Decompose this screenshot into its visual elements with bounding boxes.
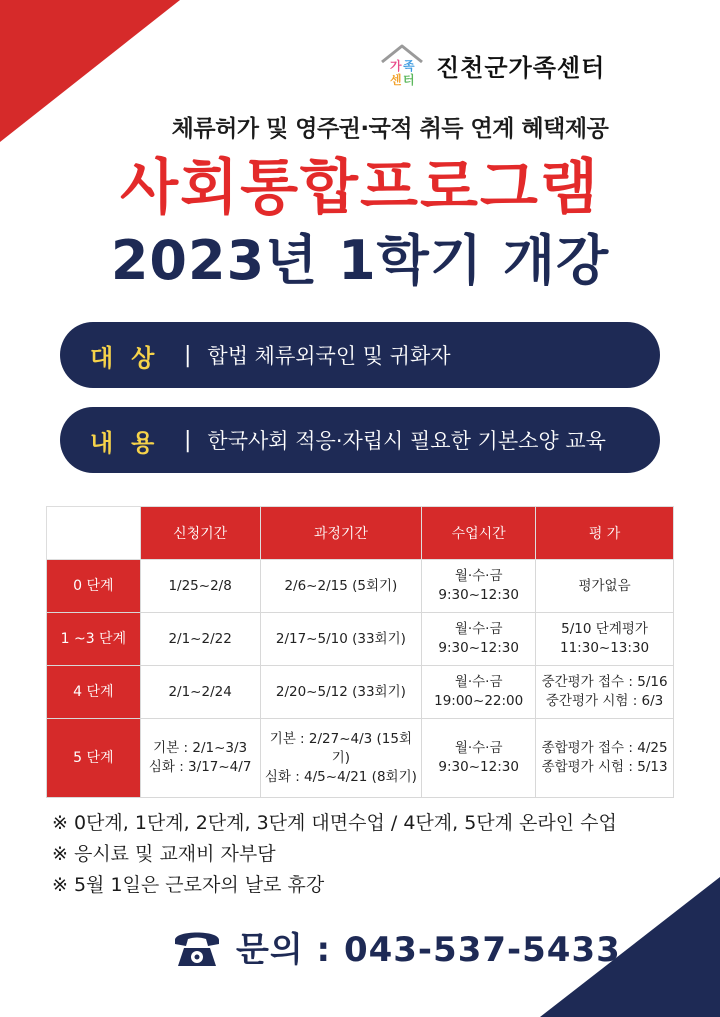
note-item: ※ 응시료 및 교재비 자부담: [52, 843, 276, 865]
target-label: 대상: [90, 343, 173, 372]
note-item: ※ 0단계, 1단계, 2단계, 3단계 대면수업 / 4단계, 5단계 온라인 수업: [52, 812, 617, 834]
cell-line: 월·수·금: [454, 674, 503, 690]
cell-line: 중간평가 접수 : 5/16: [541, 674, 668, 690]
cell-line: 11:30~13:30: [560, 640, 650, 656]
table-header-row: [47, 507, 674, 560]
stage-cell: 0 단계: [47, 560, 141, 613]
eval-cell: [536, 719, 674, 798]
target-text: 합법 체류외국인 및 귀화자: [207, 344, 451, 368]
cell-line: 월·수·금: [454, 568, 503, 584]
house-logo-icon: [378, 42, 426, 88]
eval-cell: [536, 613, 674, 666]
time-cell: [422, 666, 536, 719]
cell-line: 월·수·금: [454, 740, 503, 756]
svg-text:족: 족: [403, 59, 415, 73]
cell-line: 9:30~12:30: [438, 759, 519, 775]
svg-text:센: 센: [390, 73, 402, 87]
content-text: 한국사회 적응·자립시 필요한 기본소양 교육: [207, 429, 606, 453]
time-cell: [422, 613, 536, 666]
header-cell: 평 가: [536, 507, 674, 560]
pill-separator: |: [184, 342, 192, 368]
course-cell: [260, 560, 422, 613]
course-cell: [260, 613, 422, 666]
course-cell: [260, 719, 422, 798]
cell-line: 중간평가 시험 : 6/3: [545, 693, 664, 709]
eval-cell: [536, 666, 674, 719]
cell-line: 평가없음: [578, 577, 631, 594]
cell-line: 2/1~2/24: [168, 683, 232, 700]
header-cell: 수업시간: [422, 507, 536, 560]
cell-line: 5/10 단계평가: [561, 621, 648, 637]
logo: [378, 42, 605, 88]
schedule-table: [46, 506, 674, 798]
svg-text:가: 가: [390, 59, 402, 73]
target-pill: [60, 322, 660, 388]
cell-line: 2/1~2/22: [168, 630, 232, 647]
apply-cell: [140, 719, 260, 798]
eval-cell: [536, 560, 674, 613]
cell-line: 심화 : 3/17~4/7: [148, 759, 252, 775]
header-cell: 과정기간: [260, 507, 422, 560]
stage-cell: 4 단계: [47, 666, 141, 719]
apply-cell: [140, 666, 260, 719]
apply-cell: [140, 613, 260, 666]
pill-separator: |: [184, 427, 192, 453]
stage-cell: 1 ~3 단계: [47, 613, 141, 666]
header-cell: [47, 507, 141, 560]
cell-line: 2/20~5/12 (33회기): [275, 683, 406, 700]
cell-line: 종합평가 시험 : 5/13: [541, 759, 668, 775]
cell-line: 19:00~22:00: [434, 693, 524, 709]
svg-text:터: 터: [403, 73, 415, 87]
cell-line: 종합평가 접수 : 4/25: [541, 740, 668, 756]
time-cell: [422, 560, 536, 613]
main-title: 사회통합프로그램: [120, 153, 600, 223]
cell-line: 1/25~2/8: [168, 577, 232, 594]
cell-line: 2/17~5/10 (33회기): [275, 630, 406, 647]
contact-phone: 문의 : 043-537-5433: [236, 930, 621, 970]
table-row: [47, 560, 674, 613]
note-item: ※ 5월 1일은 근로자의 날로 휴강: [52, 874, 325, 896]
apply-cell: [140, 560, 260, 613]
cell-line: 9:30~12:30: [438, 640, 519, 656]
cell-line: 기본 : 2/27~4/3 (15회기): [269, 730, 413, 766]
time-cell: [422, 719, 536, 798]
course-cell: [260, 666, 422, 719]
subtitle: 체류허가 및 영주권·국적 취득 연계 혜택제공: [171, 116, 609, 142]
notes: [52, 808, 617, 901]
semester-title: 2023년 1학기 개강: [110, 229, 610, 292]
stage-cell: 5 단계: [47, 719, 141, 798]
cell-line: 9:30~12:30: [438, 587, 519, 603]
table-row: [47, 613, 674, 666]
table-row: [47, 719, 674, 798]
organization-name: 진천군가족센터: [436, 53, 606, 82]
telephone-icon: [172, 924, 222, 970]
content-pill: [60, 407, 660, 473]
cell-line: 2/6~2/15 (5회기): [284, 577, 398, 594]
table-row: [47, 666, 674, 719]
content-label: 내용: [90, 428, 173, 457]
contact: [172, 922, 621, 971]
cell-line: 월·수·금: [454, 621, 503, 637]
header-cell: 신청기간: [140, 507, 260, 560]
cell-line: 심화 : 4/5~4/21 (8회기): [264, 768, 417, 785]
cell-line: 기본 : 2/1~3/3: [153, 740, 248, 756]
